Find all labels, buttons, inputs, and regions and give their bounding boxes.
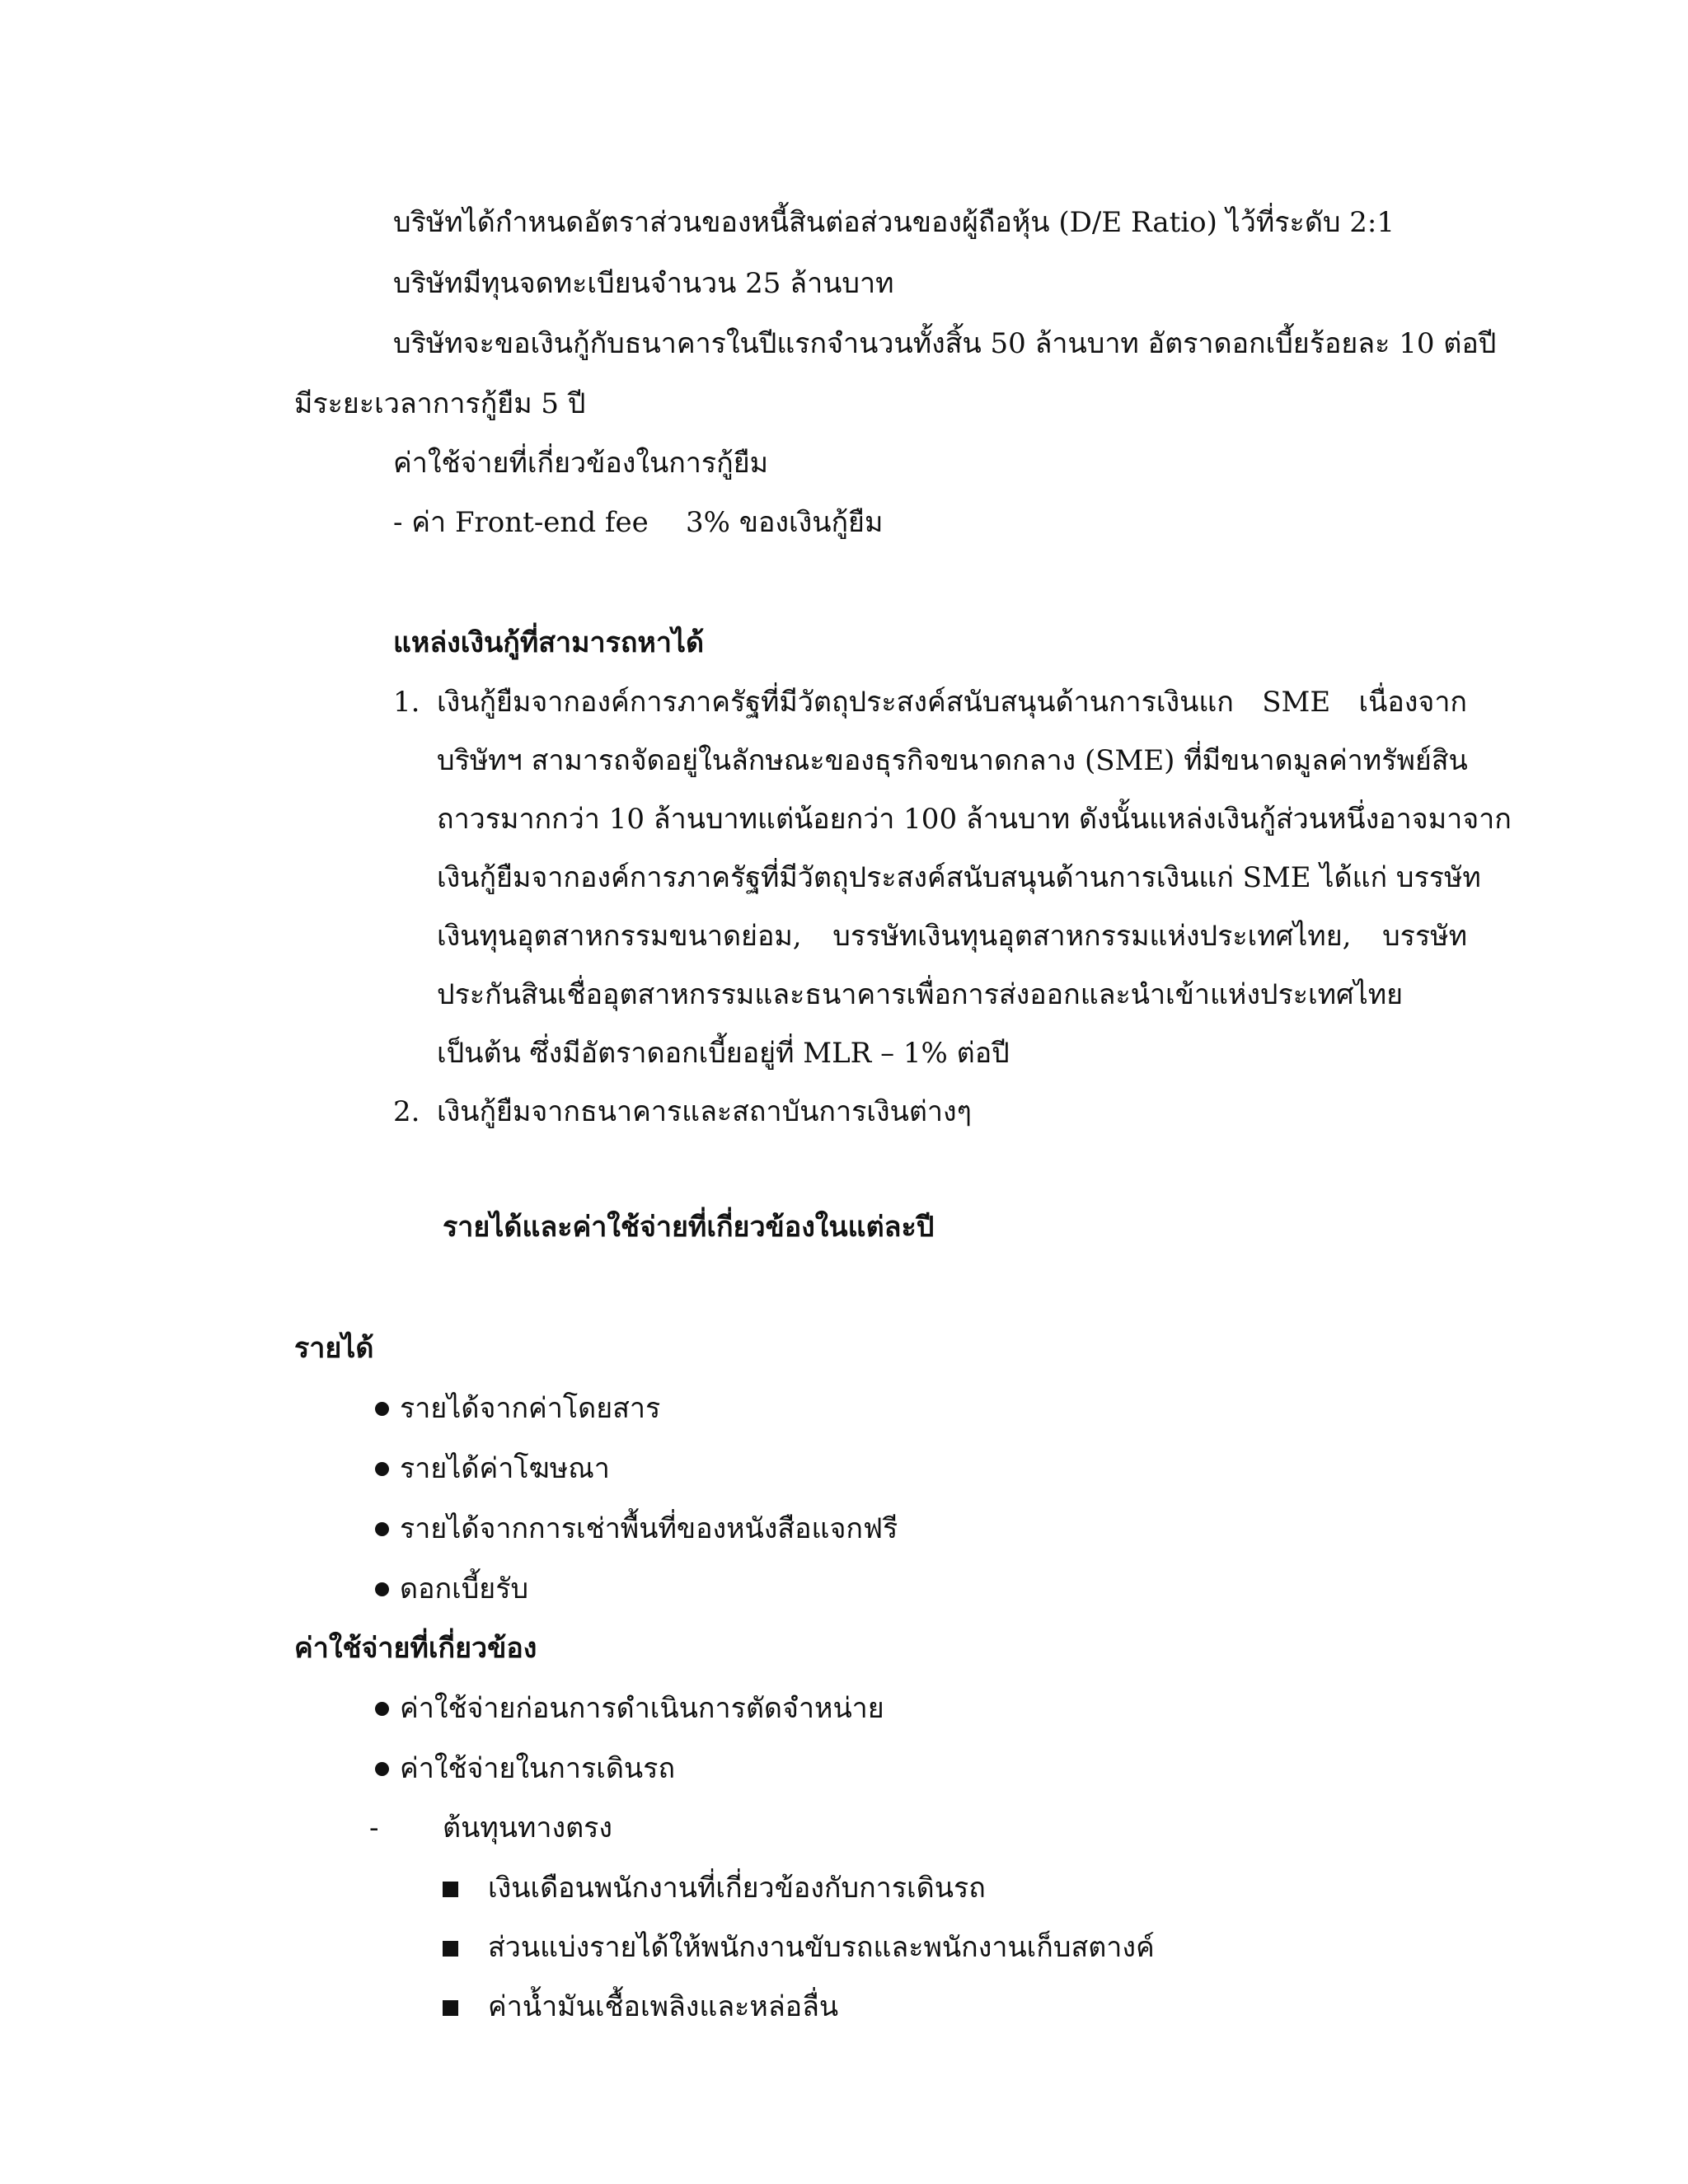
source-item-1-line-4: เงินกู้ยืมจากองค์การภาครัฐที่มีวัตถุประสงค์สนับสนุนด้านการเงินแก่ SME ได้แก่ บรรษัท [437, 861, 1481, 894]
bullet-square-icon [443, 2000, 458, 2016]
direct-cost-item: ส่วนแบ่งรายได้ให้พนักงานขับรถและพนักงานเก็บสตางค์ [488, 1931, 1155, 1964]
revenue-item: ดอกเบี้ยรับ [400, 1572, 529, 1605]
revenue-item: รายได้จากค่าโดยสาร [400, 1392, 661, 1425]
sources-heading: แหล่งเงินกู้ที่สามารถหาได้ [393, 626, 705, 659]
bullet-square-icon [443, 1941, 458, 1957]
loan-text-line-1: บริษัทจะขอเงินกู้กับธนาคารในปีแรกจำนวนทั้งสิ้น 50 ล้านบาท อัตราดอกเบี้ยร้อยละ 10 ต่อปี [393, 327, 1497, 360]
source-item-number: 2. [393, 1095, 420, 1128]
bullet-dot-icon [375, 1702, 389, 1716]
source-item-1-line-1: เงินกู้ยืมจากองค์การภาครัฐที่มีวัตถุประสงค์สนับสนุนด้านการเงินแก SME เนื่องจาก [437, 686, 1467, 719]
expense-item: ค่าใช้จ่ายก่อนการดำเนินการตัดจำหน่าย [400, 1692, 884, 1725]
source-item-1-line-3: ถาวรมากกว่า 10 ล้านบาทแต่น้อยกว่า 100 ล้านบาท ดังนั้นแหล่งเงินกู้ส่วนหนึ่งอาจมาจาก [437, 803, 1512, 836]
source-item-1-line-2: บริษัทฯ สามารถจัดอยู่ในลักษณะของธุรกิจขนาดกลาง (SME) ที่มีขนาดมูลค่าทรัพย์สิน [437, 744, 1468, 777]
expense-item: ค่าใช้จ่ายในการเดินรถ [400, 1752, 676, 1785]
de-ratio-text: บริษัทได้กำหนดอัตราส่วนของหนี้สินต่อส่วนของผู้ถือหุ้น (D/E Ratio) ไว้ที่ระดับ 2:1 [393, 206, 1395, 239]
capital-text: บริษัทมีทุนจดทะเบียนจำนวน 25 ล้านบาท [393, 267, 894, 300]
direct-cost-label: ต้นทุนทางตรง [443, 1811, 613, 1844]
source-item-1-line-5: เงินทุนอุตสาหกรรมขนาดย่อม, บรรษัทเงินทุนอุตสาหกรรมแห่งประเทศไทย, บรรษัท [437, 920, 1467, 953]
source-item-number: 1. [393, 686, 420, 719]
source-item-1-line-6: ประกันสินเชื่ออุตสาหกรรมและธนาคารเพื่อการส่งออกและนำเข้าแห่งประเทศไทย [437, 978, 1404, 1011]
revenue-heading: รายได้ [294, 1332, 374, 1365]
loan-text-line-2: มีระยะเวลาการกู้ยืม 5 ปี [294, 387, 586, 420]
bullet-dot-icon [375, 1582, 389, 1596]
source-item-2-line-1: เงินกู้ยืมจากธนาคารและสถาบันการเงินต่างๆ [437, 1095, 972, 1128]
fee-label: - ค่า Front-end fee [393, 506, 649, 539]
revenue-item: รายได้จากการเช่าพื้นที่ของหนังสือแจกฟรี [400, 1512, 898, 1545]
source-item-1-line-7: เป็นต้น ซึ่งมีอัตราดอกเบี้ยอยู่ที่ MLR – 1% ต่อปี [437, 1037, 1010, 1070]
expenses-heading: ค่าใช้จ่ายที่เกี่ยวข้องในการกู้ยืม [393, 447, 769, 480]
bullet-dot-icon [375, 1522, 389, 1536]
revenue-item: รายได้ค่าโฆษณา [400, 1452, 610, 1485]
bullet-dot-icon [375, 1402, 389, 1416]
direct-cost-item: ค่าน้ำมันเชื้อเพลิงและหล่อลื่น [488, 1990, 839, 2023]
dash-marker: - [369, 1811, 379, 1844]
section-title: รายได้และค่าใช้จ่ายที่เกี่ยวข้องในแต่ละปี [443, 1211, 935, 1244]
bullet-dot-icon [375, 1762, 389, 1776]
direct-cost-item: เงินเดือนพนักงานที่เกี่ยวข้องกับการเดินรถ [488, 1872, 986, 1905]
bullet-square-icon [443, 1882, 458, 1897]
expenses-section-heading: ค่าใช้จ่ายที่เกี่ยวข้อง [294, 1632, 537, 1665]
fee-value: 3% ของเงินกู้ยืม [686, 506, 884, 539]
bullet-dot-icon [375, 1462, 389, 1476]
